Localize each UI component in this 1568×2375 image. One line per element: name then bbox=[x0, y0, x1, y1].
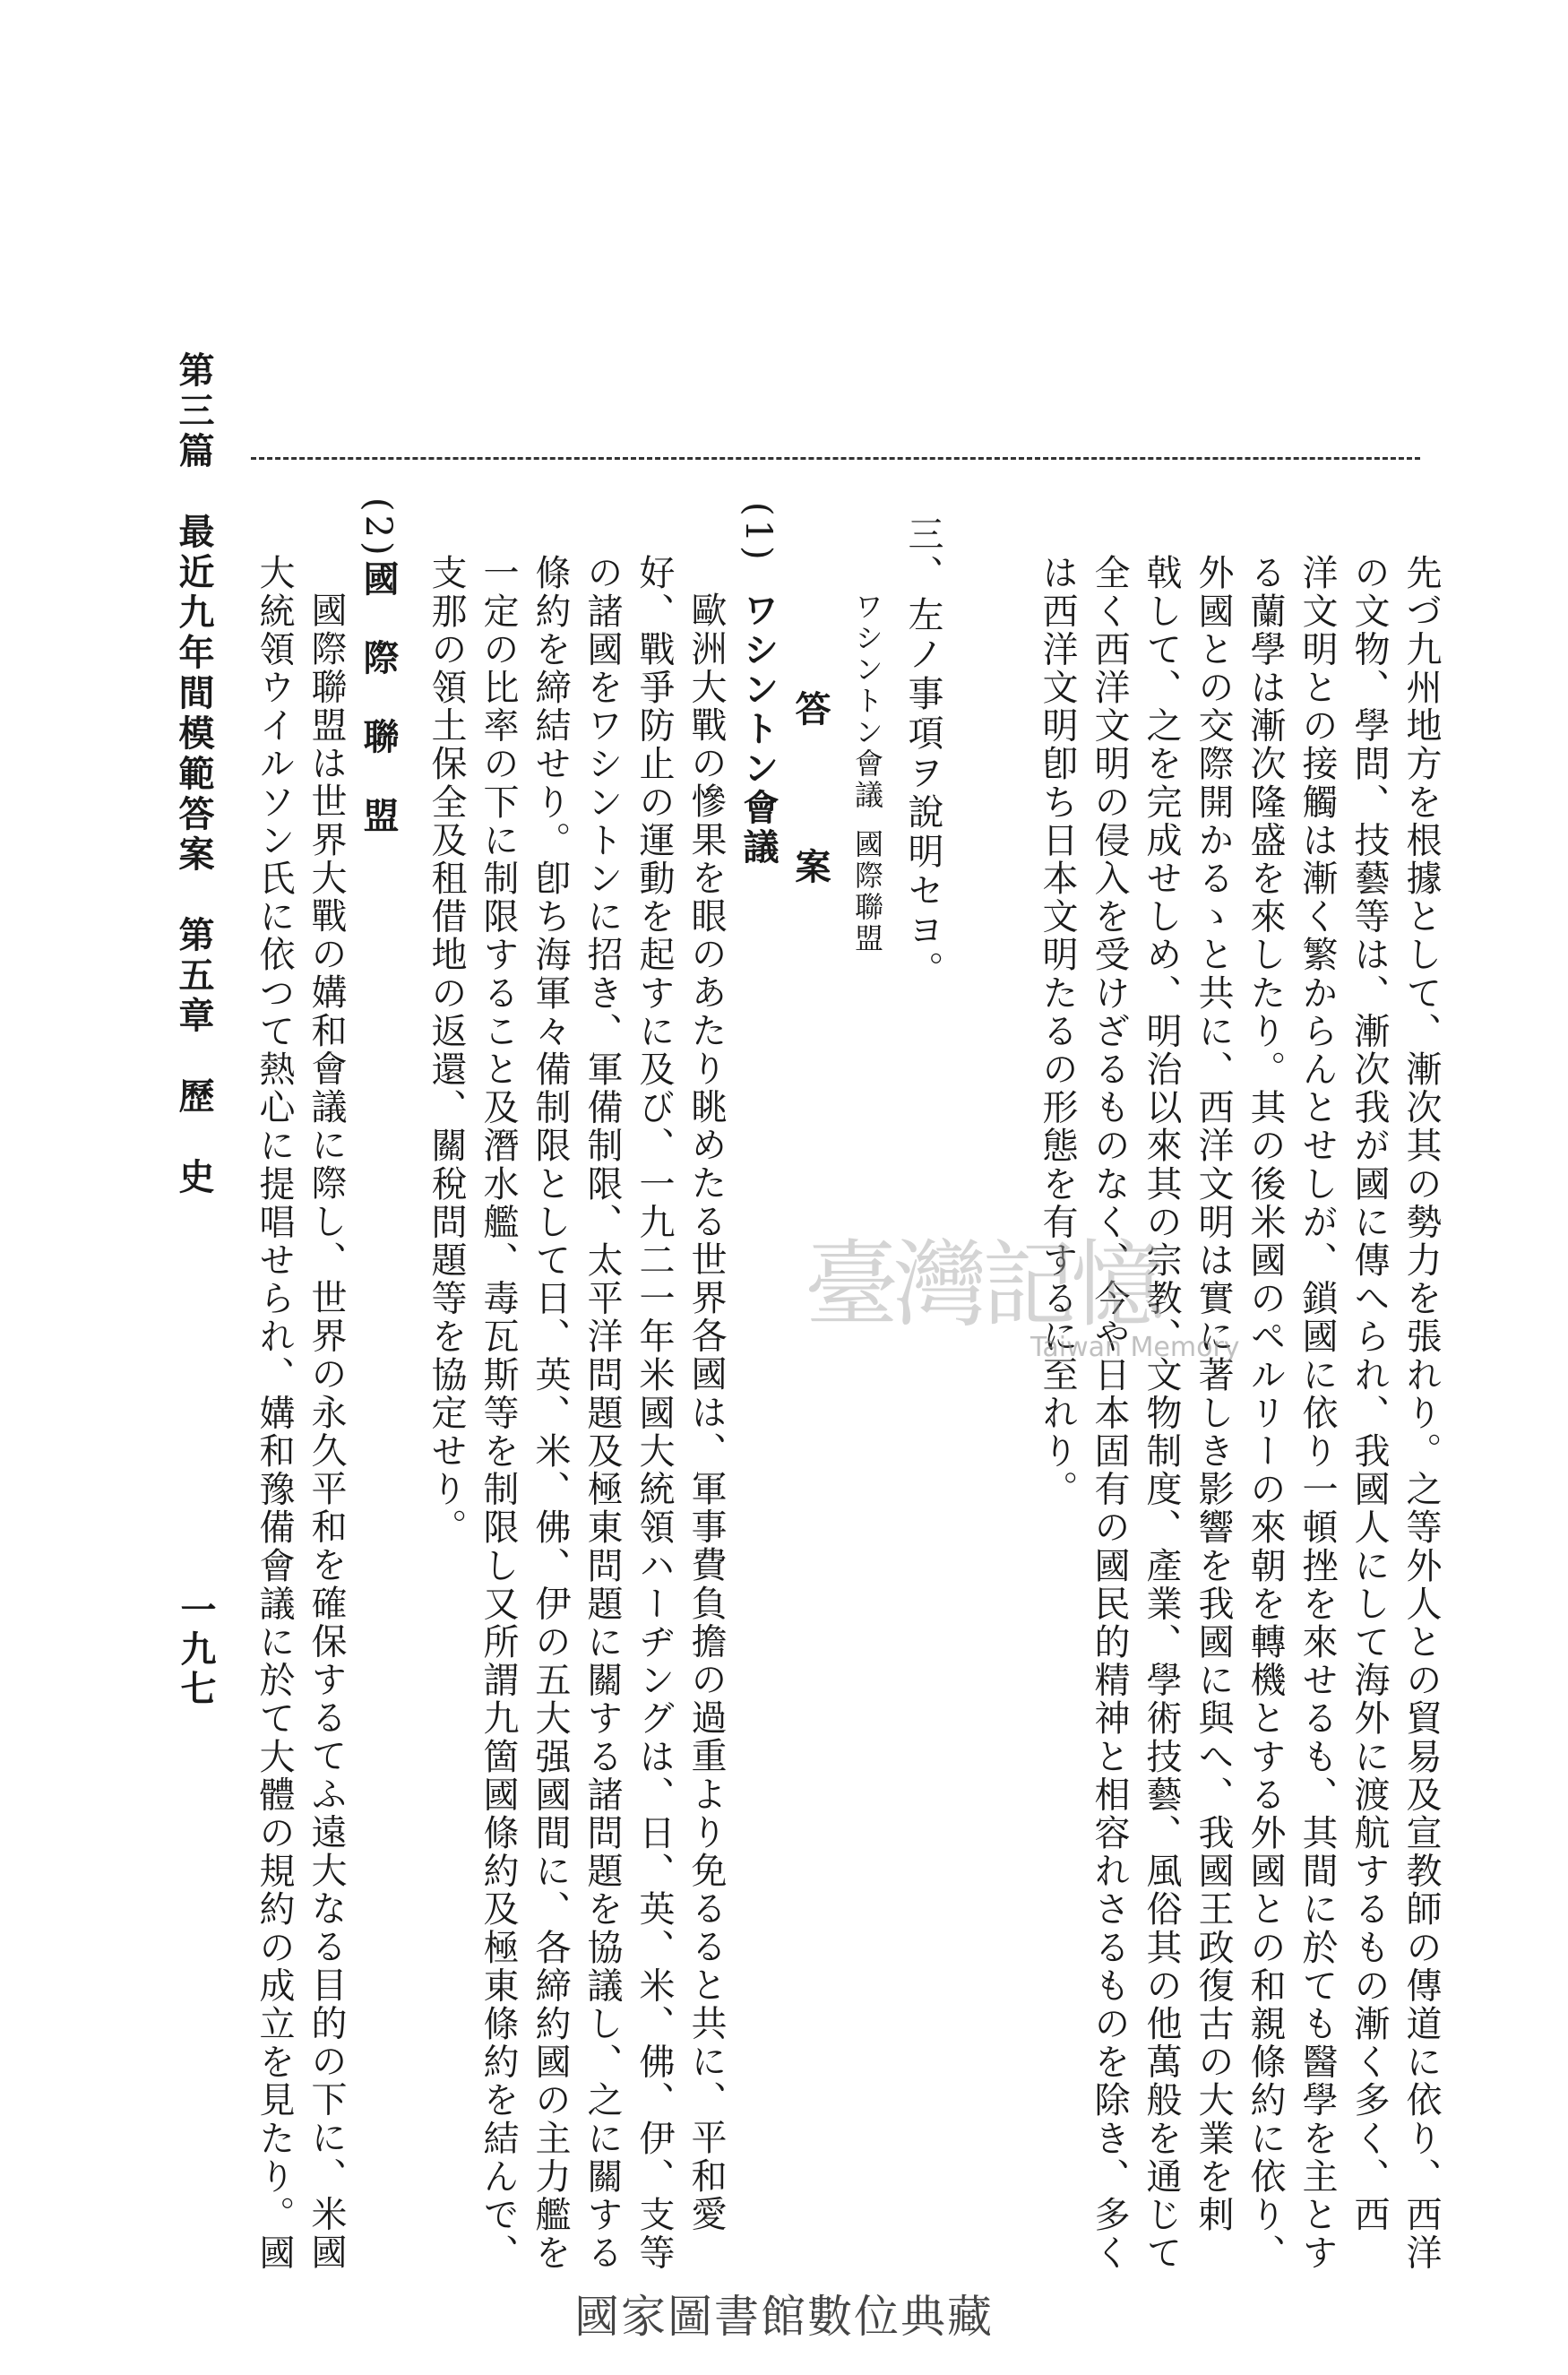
intro-line-1: 先づ九州地方を根據として、漸次其の勢力を張れり。之等外人との貿易及宣教師の傳道に依り、西洋 bbox=[1400, 554, 1442, 2272]
answer-heading: 答 案 bbox=[789, 690, 831, 887]
intro-line-5: 外國との交際開かるゝと共に、西洋文明は實に著しき影響を我國に與へ、我國王政復古の大業を剌 bbox=[1193, 554, 1234, 2234]
header-rule bbox=[251, 457, 1420, 460]
intro-line-2: の文物、學問、技藝等は、漸次我が國に傳へられ、我國人にして海外に渡航するもの漸く多く、西 bbox=[1348, 554, 1390, 2234]
section2-label: (2) bbox=[358, 497, 399, 559]
section2-line-1: 國際聯盟は世界大戰の媾和會議に際し、世界の永久平和を確保するてふ遠大なる目的の下に、米國 bbox=[306, 592, 347, 2272]
question-prompt: 左ノ事項ヲ說明セヨ。 bbox=[902, 596, 943, 990]
section1-line-6: 支那の領土保全及租借地の返還、關稅問題等を協定せり。 bbox=[426, 554, 467, 1547]
section2-title: 國 際 聯 盟 bbox=[358, 560, 400, 836]
section1-line-4: 條約を締結せり。卽ち海軍々備制限として日、英、米、佛、伊の五大强國間に、各締約國の主力艦を bbox=[530, 554, 571, 2272]
section1-line-2: 好、戰爭防止の運動を起すに及び、一九二一年米國大統領ハーヂングは、日、英、米、佛、伊、支等 bbox=[633, 554, 675, 2272]
section2-line-2: 大統領ウイルソン氏に依つて熱心に提唱せられ、媾和豫備會議に於て大體の規約の成立を見たり。國 bbox=[254, 554, 295, 2272]
section1-title: ワシントン會議 bbox=[737, 592, 780, 868]
intro-line-3: 洋文明との接觸は漸く繁からんとせしが、鎖國に依り一頓挫を來せるも、其間に於ても醫學を主とす bbox=[1297, 554, 1338, 2272]
question-item-league: 國際聯盟 bbox=[850, 829, 884, 954]
page-number: 一九七 bbox=[175, 1591, 217, 1709]
question-item-washington: ワシントン會議 bbox=[850, 592, 884, 811]
watermark-subtext: Taiwan Memory bbox=[1030, 1332, 1240, 1363]
section1-line-3: の諸國をワシントンに招き、軍備制限、太平洋問題及極東問題に關する諸問題を協議し、之に關する bbox=[582, 554, 623, 2272]
footer-archive-label: 國家圖書館數位典藏 bbox=[574, 2291, 994, 2343]
question-number: 三、 bbox=[902, 515, 943, 594]
section1-line-5: 一定の比率の下に制限すること及潛水艦、毒瓦斯等を制限し又所謂九箇國條約及極東條約を結んで、 bbox=[478, 554, 519, 2272]
intro-line-7: 全く西洋文明の侵入を受けざるものなく、今や日本固有の國民的精神と相容れさるものを除き、多く bbox=[1089, 554, 1130, 2272]
running-header: 第三篇 最近九年間模範答案 第五章 歷 史 bbox=[173, 351, 215, 1198]
section1-label: (1) bbox=[737, 502, 779, 564]
watermark-logo: 臺灣記憶 bbox=[805, 1231, 1160, 1340]
intro-line-6: 戟して、之を完成せしめ、明治以來其の宗教、文物制度、產業、學術技藝、風俗其の他萬般を通じて bbox=[1141, 554, 1182, 2272]
section1-line-1: 歐洲大戰の慘果を眼のあたり眺めたる世界各國は、軍事費負擔の過重より免るると共に、平和愛 bbox=[685, 592, 727, 2233]
intro-line-4: る蘭學は漸次隆盛を來したり。其の後米國のペルリーの來朝を轉機とする外國との和親條約に依り、 bbox=[1245, 554, 1286, 2272]
intro-line-8: は西洋文明卽ち日本文明たるの形態を有するに至れり。 bbox=[1037, 554, 1078, 1508]
